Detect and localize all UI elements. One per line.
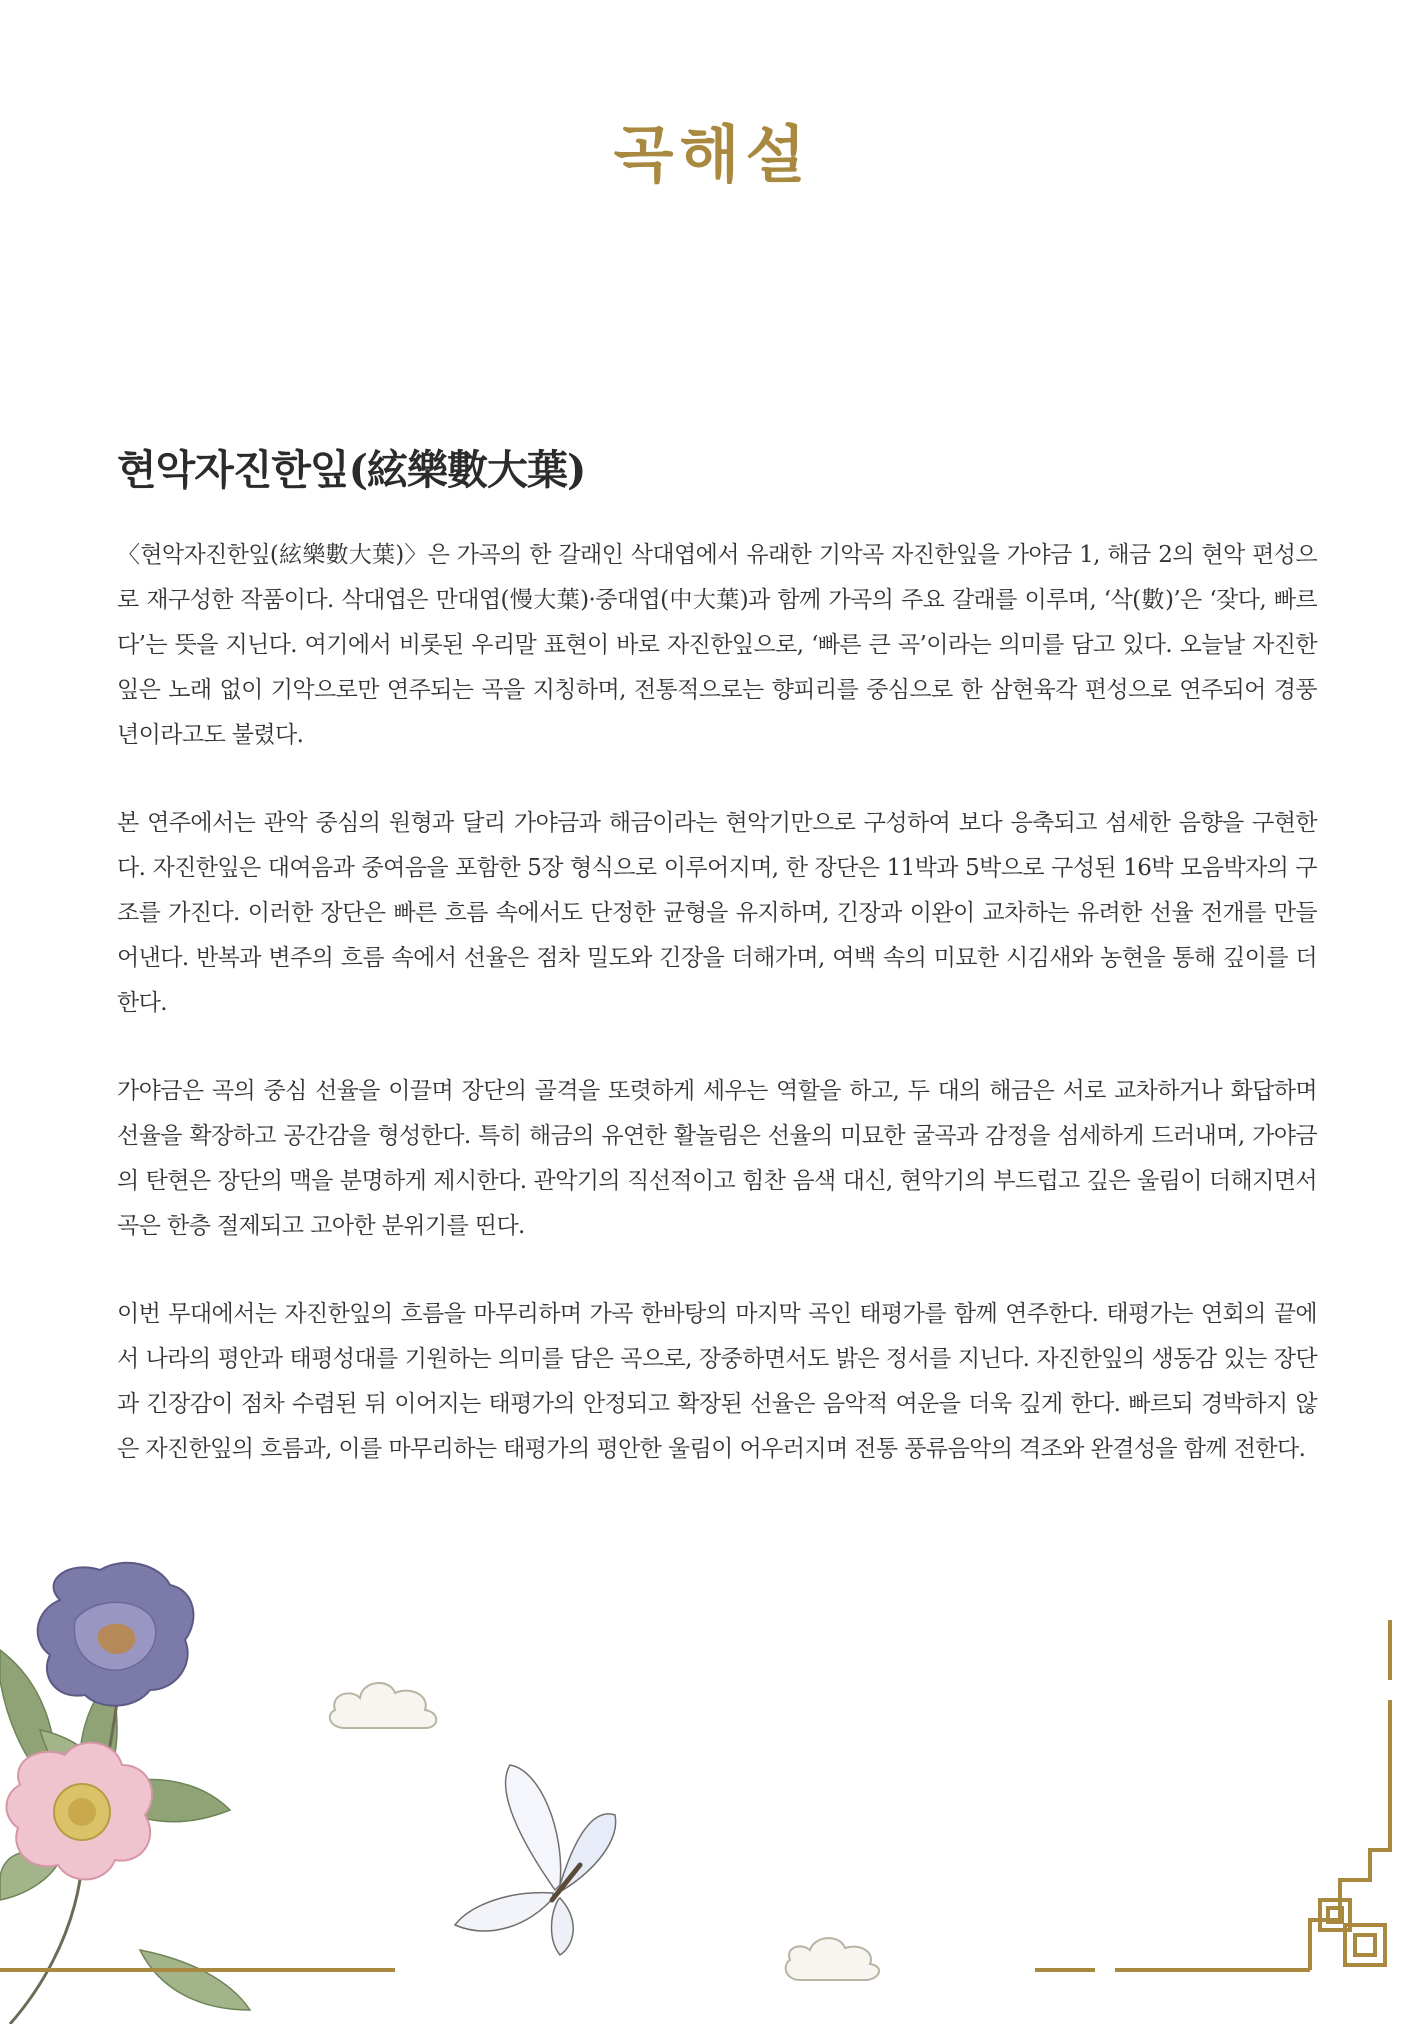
page-title: 곡해설 <box>613 118 812 191</box>
pink-peony-icon <box>6 1743 151 1880</box>
paragraph-3: 가야금은 곡의 중심 선율을 이끌며 장단의 골격을 또렷하게 세우는 역할을 하고, 두 대의 해금은 서로 교차하거나 화답하며 선율을 확장하고 공간감을 형성한다. 특히 해금의 유연한 활놀림은 선율의 미묘한 굴곡과 감정을 섬세하게 드러내며, 가야금의 탄현은 장단의 맥을 분명하게 제시한다. 관악기의 직선적이고 힘찬 음색 대신, 현악기의 부드럽고 깊은 울림이 더해지면서 곡은 한층 절제되고 고아한 분위기를 띤다. <box>117 1078 1317 1239</box>
paragraph-4: 이번 무대에서는 자진한잎의 흐름을 마무리하며 가곡 한바탕의 마지막 곡인 태평가를 함께 연주한다. 태평가는 연회의 끝에서 나라의 평안과 태평성대를 기원하는 의미를 담은 곡으로, 장중하면서도 밝은 정서를 지닌다. 자진한잎의 생동감 있는 장단과 긴장감이 점차 수렴된 뒤 이어지는 태평가의 안정되고 확장된 선율은 음악적 여운을 더욱 깊게 한다. 빠르되 경박하지 않은 자진한잎의 흐름과, 이를 마무리하는 태평가의 평안한 울림이 어우러지며 전통 풍류음악의 격조와 완결성을 함께 전한다. <box>117 1301 1317 1462</box>
decorative-footer <box>0 1560 1425 2024</box>
piece-title: 현악자진한잎(絃樂數大葉) <box>117 446 586 494</box>
paragraph-1: 〈현악자진한잎(絃樂數大葉)〉은 가곡의 한 갈래인 삭대엽에서 유래한 기악곡 자진한잎을 가야금 1, 해금 2의 현악 편성으로 재구성한 작품이다. 삭대엽은 만대엽(慢大葉)·중대엽(中大葉)과 함께 가곡의 주요 갈래를 이루며, ‘삭(數)’은 ‘잦다, 빠르다’는 뜻을 지닌다. 여기에서 비롯된 우리말 표현이 바로 자진한잎으로, ‘빠른 큰 곡’이라는 의미를 담고 있다. 오늘날 자진한잎은 노래 없이 기악으로만 연주되는 곡을 지칭하며, 전통적으로는 향피리를 중심으로 한 삼현육각 편성으로 연주되어 경풍년이라고도 불렸다. <box>117 542 1317 748</box>
program-notes <box>117 533 1317 1515</box>
butterfly-icon <box>455 1765 616 1955</box>
paragraph-2: 본 연주에서는 관악 중심의 원형과 달리 가야금과 해금이라는 현악기만으로 구성하여 보다 응축되고 섬세한 음향을 구현한다. 자진한잎은 대여음과 중여음을 포함한 5장 형식으로 이루어지며, 한 장단은 11박과 5박으로 구성된 16박 모음박자의 구조를 가진다. 이러한 장단은 빠른 흐름 속에서도 단정한 균형을 유지하며, 긴장과 이완이 교차하는 유려한 선율 전개를 만들어낸다. 반복과 변주의 흐름 속에서 선율은 점차 밀도와 긴장을 더해가며, 여백 속의 미묘한 시김새와 농현을 통해 깊이를 더한다. <box>117 810 1317 1016</box>
purple-peony-icon <box>38 1563 194 1706</box>
